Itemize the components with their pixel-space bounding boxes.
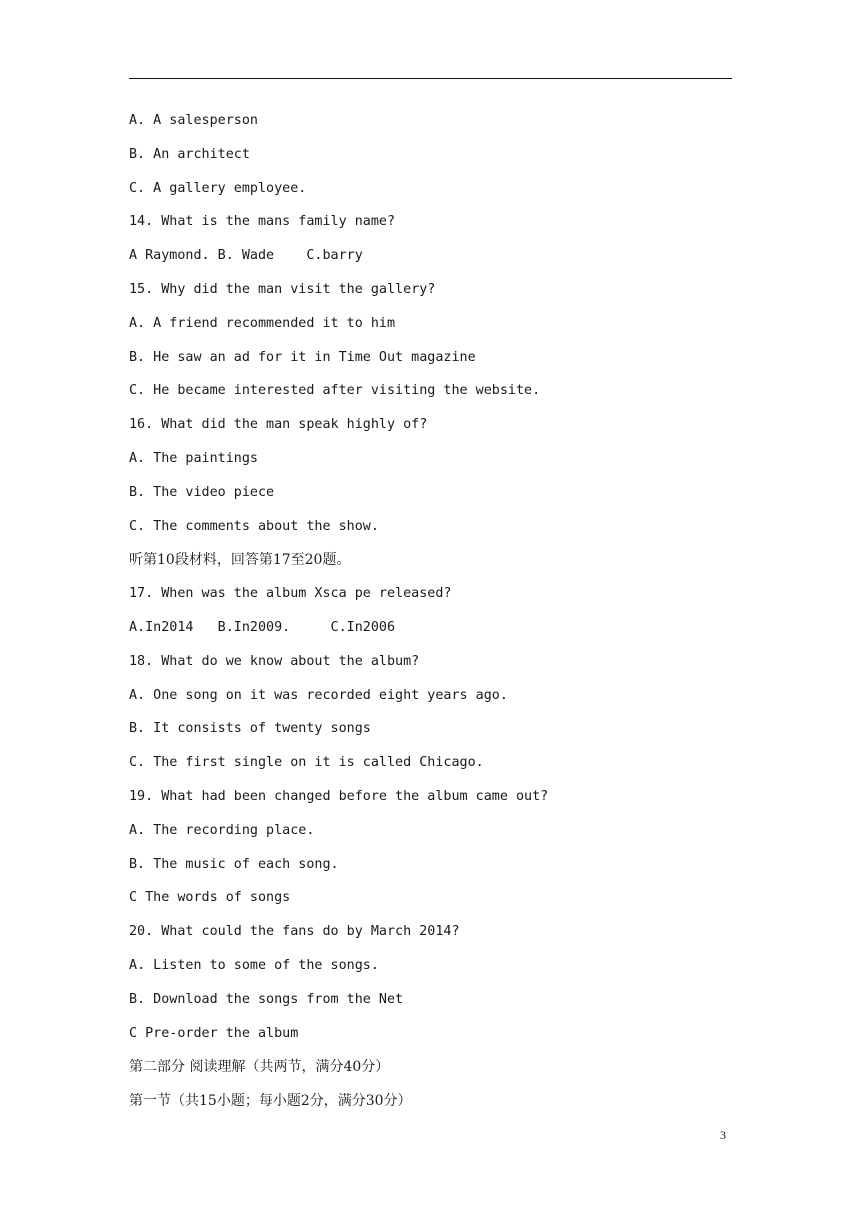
- option-line: C. He became interested after visiting the website.: [129, 383, 541, 399]
- question-line: 15. Why did the man visit the gallery?: [129, 281, 436, 297]
- question-line: 14. What is the mans family name?: [129, 214, 396, 230]
- option-line: B. It consists of twenty songs: [129, 721, 371, 737]
- option-line: A. Listen to some of the songs.: [129, 957, 379, 973]
- option-line: C The words of songs: [129, 890, 291, 906]
- question-line: 17. When was the album Xsca pe released?: [129, 586, 452, 602]
- question-line: 18. What do we know about the album?: [129, 653, 420, 669]
- option-line: B. Download the songs from the Net: [129, 991, 404, 1007]
- option-line: C. The comments about the show.: [129, 518, 379, 534]
- option-line: B. He saw an ad for it in Time Out magazine: [129, 349, 476, 365]
- option-line: B. The video piece: [129, 484, 275, 500]
- header-rule: [129, 78, 732, 79]
- option-line: B. An architect: [129, 146, 250, 162]
- option-line: A. A friend recommended it to him: [129, 315, 396, 331]
- option-line: A. The recording place.: [129, 822, 315, 838]
- question-line: 19. What had been changed before the album came out?: [129, 788, 549, 804]
- option-line: A. A salesperson: [129, 113, 258, 128]
- text-body: [129, 108, 749, 1122]
- option-line: A. The paintings: [129, 450, 258, 466]
- option-line: C. The first single on it is called Chicago.: [129, 755, 484, 771]
- section-heading: 第一节（共15小题；每小题2分，满分30分）: [129, 1093, 412, 1110]
- option-line: A Raymond. B. Wade C.barry: [129, 248, 363, 264]
- part-heading: 第二部分 阅读理解（共两节，满分40分）: [129, 1059, 390, 1076]
- page-number: 3: [720, 1128, 726, 1142]
- option-line: A.In2014 B.In2009. C.In2006: [129, 619, 396, 635]
- option-line: C. A gallery employee.: [129, 180, 307, 196]
- option-line: B. The music of each song.: [129, 856, 339, 872]
- question-line: 16. What did the man speak highly of?: [129, 417, 428, 433]
- section-instruction: 听第10段材料，回答第17至20题。: [129, 552, 351, 569]
- option-line: C Pre-order the album: [129, 1025, 299, 1041]
- option-line: A. One song on it was recorded eight years ago.: [129, 687, 508, 703]
- question-line: 20. What could the fans do by March 2014?: [129, 924, 460, 940]
